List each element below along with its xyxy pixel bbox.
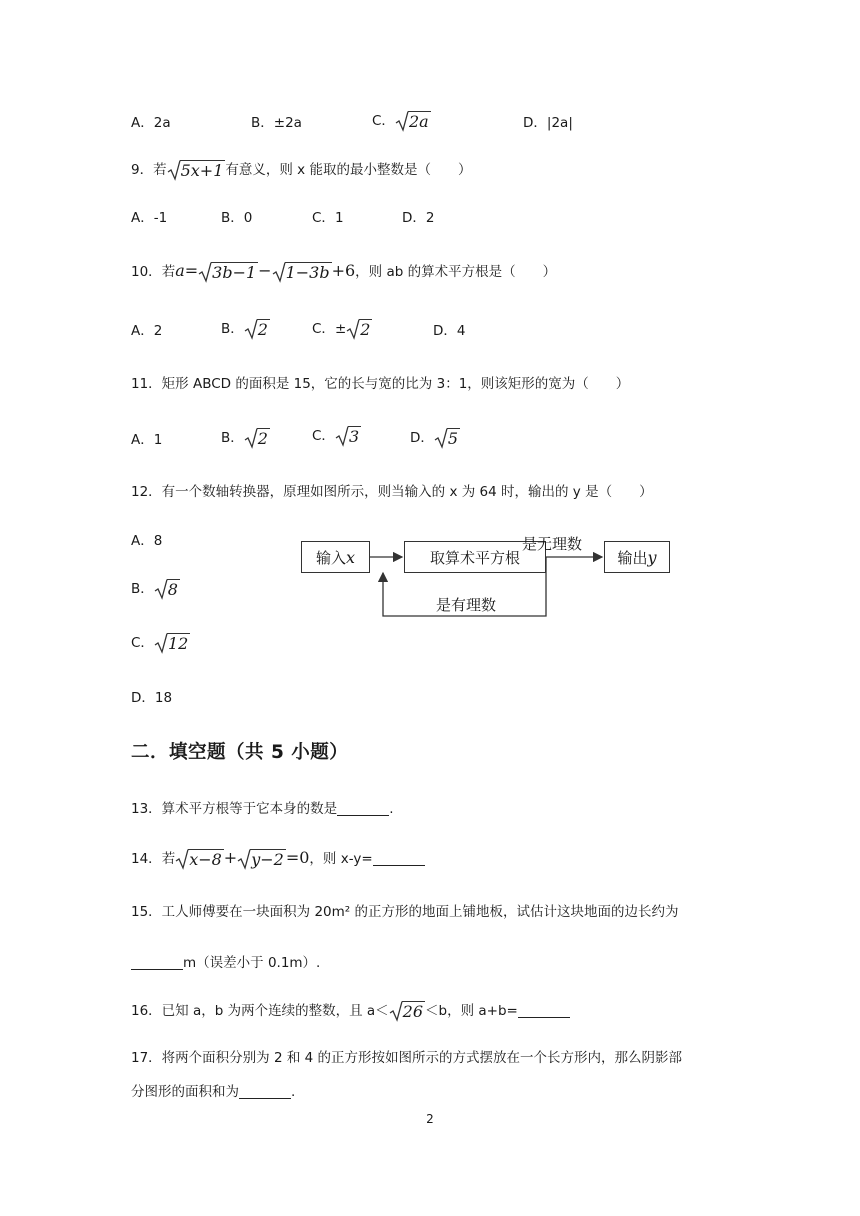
question-number: 9． [131,162,154,178]
box-label: 输入 [315,548,346,567]
irrational-label: 是无理数 [522,535,583,553]
option-label: C． [312,428,335,444]
question-text: 13．算术平方根等于它本身的数是 [131,801,338,817]
question-text: 分图形的面积和为 [131,1084,239,1100]
radicand: y−2 [251,850,284,869]
question-text: 16．已知 a，b 为两个连续的整数，且 a＜ [131,1003,389,1019]
option-text: ± [334,321,347,337]
option-label: A． [131,210,154,226]
sqrt-expression [237,848,286,870]
option-label: C． [312,321,335,337]
option-text: 2 [153,323,163,339]
radicand: 2 [360,320,371,339]
option-label: D． [523,115,547,131]
option-text: 1 [153,432,163,448]
radicand: 26 [402,1002,424,1021]
option-text: ±2a [273,115,302,131]
option-label: D． [131,690,155,706]
answer-blank[interactable] [518,1001,570,1018]
question-17-line-1: 17．将两个面积分别为 2 和 4 的正方形按如图所示的方式摆放在一个长方形内，那么阴影部 [131,1050,683,1066]
option-label: C． [131,635,154,651]
option-text: 4 [456,323,466,339]
radicand: x−8 [189,850,222,869]
option-label: A． [131,533,154,549]
answer-blank[interactable] [131,953,183,970]
question-14 [131,847,425,870]
answer-blank[interactable] [373,849,425,866]
question-text: ，则 ab 的算术平方根是（ ） [355,264,557,280]
option-label: B． [221,430,244,446]
radical-sign-icon [175,848,189,870]
question-11: 11．矩形 ABCD 的面积是 15，它的长与宽的比为 3：1，则该矩形的宽为（ ） [131,376,630,392]
question-text: 若 [161,851,176,867]
math-operator: + [223,848,238,867]
option-label: A． [131,432,154,448]
question-text: 若 [153,162,167,178]
math-operator: − [258,261,272,280]
question-number: 10． [131,264,162,280]
question-text: ，则 x-y= [309,851,373,867]
question-text: ＜b，则 a+b= [425,1003,518,1019]
input-variable: x [345,547,356,567]
option-label: C． [372,113,395,129]
option-text: 18 [154,690,173,706]
radicand: 1−3b [285,263,330,282]
question-15-line-2 [131,952,320,974]
section-title: 二．填空题（共 5 小题） [131,742,349,763]
radicand: 3 [348,427,360,446]
option-label: D． [433,323,457,339]
box-label: 取算术平方根 [429,548,520,567]
box-label: 输出 [617,548,648,567]
option-label: B． [221,321,244,337]
option-text: -1 [153,210,168,226]
question-17-line-2 [131,1081,295,1103]
option-label: B． [131,581,154,597]
input-box [301,541,370,573]
option-label: B． [221,210,244,226]
output-box [604,541,670,573]
question-number: 14． [131,851,162,867]
radicand: 5 [447,429,459,448]
option-text: 0 [243,210,253,226]
radicand: 12 [167,634,189,653]
option-label: D． [410,430,434,446]
option-text: 2a [153,115,171,131]
answer-blank[interactable] [239,1082,291,1099]
option-text: 2 [425,210,435,226]
radicand: 2 [257,429,268,448]
option-text: |2a| [546,115,573,131]
page-number: 2 [426,1112,434,1126]
option-text: 8 [153,533,163,549]
sqrt-expression [389,1000,425,1022]
question-text: . [389,801,394,817]
math-expression: =0 [285,848,310,867]
option-label: C． [312,210,335,226]
radicand: 2a [408,112,429,131]
question-12: 12．有一个数轴转换器，原理如图所示，则当输入的 x 为 64 时，输出的 y 是（ ） [131,484,653,500]
answer-blank[interactable] [337,799,389,816]
question-16 [131,1000,570,1022]
radicand: 5x+1 [180,161,224,180]
radical-sign-icon [389,1000,403,1022]
radicand: 3b−1 [212,263,257,282]
question-text: m（误差小于 0.1m）. [183,955,321,971]
option-label: B． [251,115,274,131]
question-15-line-1: 15．工人师傅要在一块面积为 20m² 的正方形的地面上铺地板，试估计这块地面的边长约为 [131,904,679,920]
radical-sign-icon [237,848,251,870]
sqrt-expression [175,848,224,870]
option-text: 1 [334,210,344,226]
question-text: 有意义，则 x 能取的最小整数是（ ） [225,162,472,178]
math-expression: a= [175,261,199,280]
question-text: 若 [161,264,176,280]
question-text: . [291,1084,296,1100]
option-label: A． [131,323,154,339]
question-13 [131,798,393,820]
radicand: 8 [167,580,178,599]
output-variable: y [647,547,657,567]
rational-label: 是有理数 [436,596,497,614]
math-expression: +6 [331,261,356,280]
option-label: A． [131,115,154,131]
option-label: D． [402,210,426,226]
radicand: 2 [257,320,268,339]
